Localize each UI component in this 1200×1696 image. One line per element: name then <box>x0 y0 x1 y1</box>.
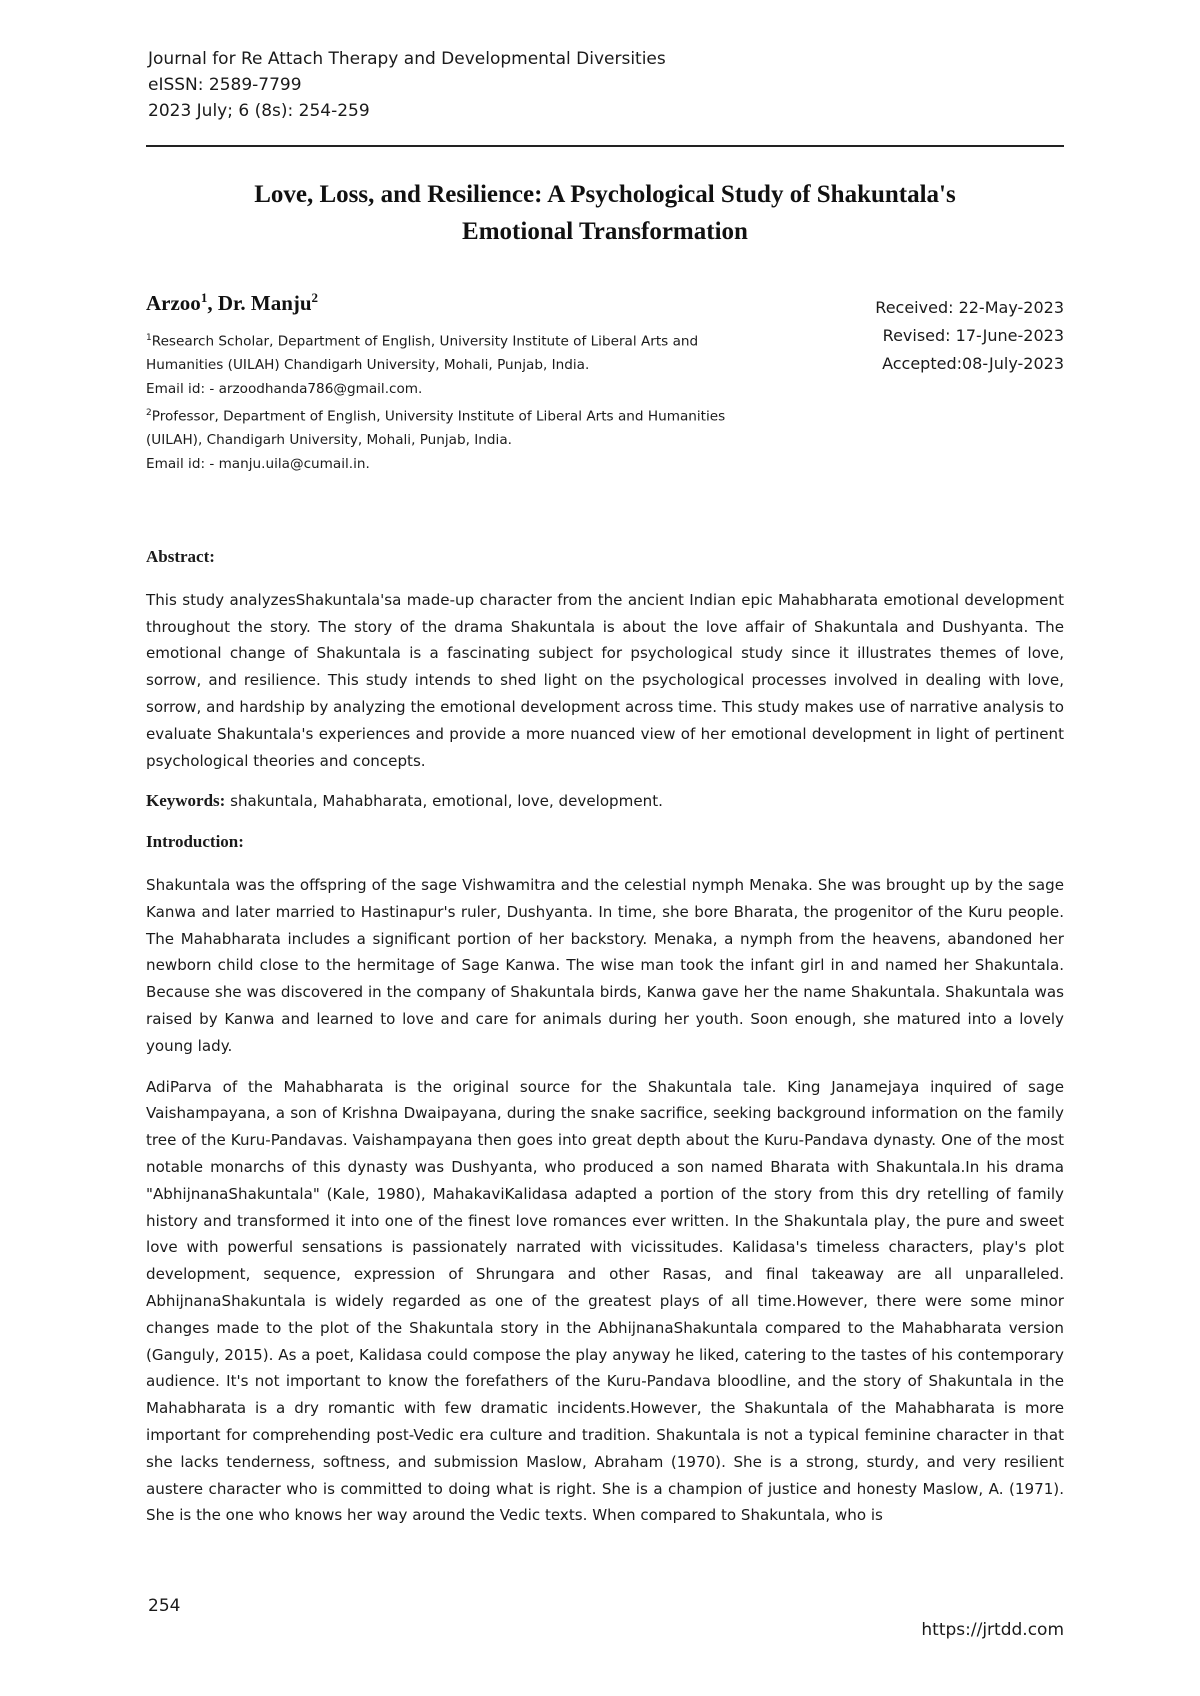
affiliation-2-text: Professor, Department of English, University Institute of Liberal Arts and Humanities <box>151 408 726 425</box>
paper-title <box>146 176 1064 250</box>
journal-issn: eISSN: 2589-7799 <box>148 75 302 95</box>
keywords-label: Keywords: <box>146 791 226 811</box>
received-date: Received: 22-May-2023 <box>875 298 1064 317</box>
journal-issue: 2023 July; 6 (8s): 254-259 <box>148 101 370 121</box>
keywords-line <box>146 788 1064 815</box>
affiliation-2-line-1 <box>146 402 786 429</box>
page-number: 254 <box>148 1596 181 1616</box>
abstract-heading: Abstract: <box>146 547 215 566</box>
author-2-name: Dr. Manju <box>217 291 312 315</box>
journal-name: Journal for Re Attach Therapy and Developmental Diversities <box>148 49 666 69</box>
affiliation-2-superscript: 2 <box>146 407 152 418</box>
title-line-2: Emotional Transformation <box>462 218 748 245</box>
author-1-name: Arzoo <box>146 291 201 315</box>
introduction-heading: Introduction: <box>146 832 244 852</box>
header-divider <box>146 145 1064 147</box>
accepted-date: Accepted:08-July-2023 <box>882 354 1064 373</box>
affiliations <box>146 327 786 477</box>
author-1-superscript: 1 <box>200 290 208 305</box>
affiliation-2-email: Email id: - manju.uila@cumail.in. <box>146 456 370 473</box>
journal-header <box>148 46 666 124</box>
abstract-text: This study analyzesShakuntala'sa made-up character from the ancient Indian epic Mahabharata emotional development throughout the story. The story of the drama Shakuntala is about the love affair of Shakuntala and Dushyanta. The emotional change of Shakuntala is a fascinating subject for psychological study since it illustrates themes of love, sorrow, and resilience. This study intends to shed light on the psychological processes involved in dealing with love, sorrow, and hardship by analyzing the emotional development across time. This study makes use of narrative analysis to evaluate Shakuntala's experiences and provide a more nuanced view of her emotional development in light of pertinent psychological theories and concepts. <box>146 590 1064 770</box>
author-list <box>146 290 318 316</box>
affiliation-1-superscript: 1 <box>146 333 152 343</box>
affiliation-2-line-2: (UILAH), Chandigarh University, Mohali, Punjab, India. <box>146 432 512 449</box>
affiliation-1-line-1 <box>146 327 786 354</box>
affiliation-1-text: Research Scholar, Department of English, University Institute of Liberal Arts and <box>151 333 699 350</box>
paper-body <box>146 544 1064 1529</box>
affiliation-1-email: Email id: - arzoodhanda786@gmail.com. <box>146 381 423 398</box>
submission-dates <box>875 294 1064 378</box>
journal-url: https://jrtdd.com <box>921 1620 1064 1640</box>
keywords-text: shakuntala, Mahabharata, emotional, love, development. <box>225 792 663 811</box>
affiliation-1-line-2: Humanities (UILAH) Chandigarh University, Mohali, Punjab, India. <box>146 357 590 374</box>
title-line-1: Love, Loss, and Resilience: A Psychological Study of Shakuntala's <box>254 181 956 208</box>
revised-date: Revised: 17-June-2023 <box>882 326 1064 345</box>
introduction-paragraph-2: AdiParva of the Mahabharata is the original source for the Shakuntala tale. King Janamejaya inquired of sage Vaishampayana, a son of Krishna Dwaipayana, during the snake sacrifice, seeking background information on the family tree of the Kuru-Pandavas. Vaishampayana then goes into great depth about the Kuru-Pandava dynasty. One of the most notable monarchs of this dynasty was Dushyanta, who produced a son named Bharata with Shakuntala.In his drama "AbhijnanaShakuntala" (Kale, 1980), MahakaviKalidasa adapted a portion of the story from this dry retelling of family history and transformed it into one of the finest love romances ever written. In the Shakuntala play, the pure and sweet love with powerful sensations is passionately narrated with vicissitudes. Kalidasa's timeless characters, play's plot development, sequence, expression of Shrungara and other Rasas, and final takeaway are all unparalleled. AbhijnanaShakuntala is widely regarded as one of the greatest plays of all time.However, there were some minor changes made to the plot of the Shakuntala story in the AbhijnanaShakuntala compared to the Mahabharata version (Ganguly, 2015). As a poet, Kalidasa could compose the play anyway he liked, catering to the tastes of his contemporary audience. It's not important to know the forefathers of the Kuru-Pandava bloodline, and the story of Shakuntala in the Mahabharata is a dry romantic with few dramatic incidents.However, the Shakuntala of the Mahabharata is more important for comprehending post-Vedic era culture and tradition. Shakuntala is not a typical feminine character in that she lacks tenderness, softness, and submission Maslow, Abraham (1970). She is a strong, sturdy, and very resilient austere character who is committed to doing what is right. She is a champion of justice and honesty Maslow, A. (1971). She is the one who knows her way around the Vedic texts. When compared to Shakuntala, who is <box>146 1077 1064 1525</box>
author-2-superscript: 2 <box>311 290 319 305</box>
introduction-paragraph-1: Shakuntala was the offspring of the sage Vishwamitra and the celestial nymph Menaka. She was brought up by the sage Kanwa and later married to Hastinapur's ruler, Dushyanta. In time, she bore Bharata, the progenitor of the Kuru people. The Mahabharata includes a significant portion of her backstory. Menaka, a nymph from the heavens, abandoned her newborn child close to the hermitage of Sage Kanwa. The wise man took the infant girl in and named her Shakuntala. Because she was discovered in the company of Shakuntala birds, Kanwa gave her the name Shakuntala. Shakuntala was raised by Kanwa and learned to love and care for animals during her youth. Soon enough, she matured into a lovely young lady. <box>146 875 1064 1055</box>
author-separator: , <box>207 291 218 315</box>
